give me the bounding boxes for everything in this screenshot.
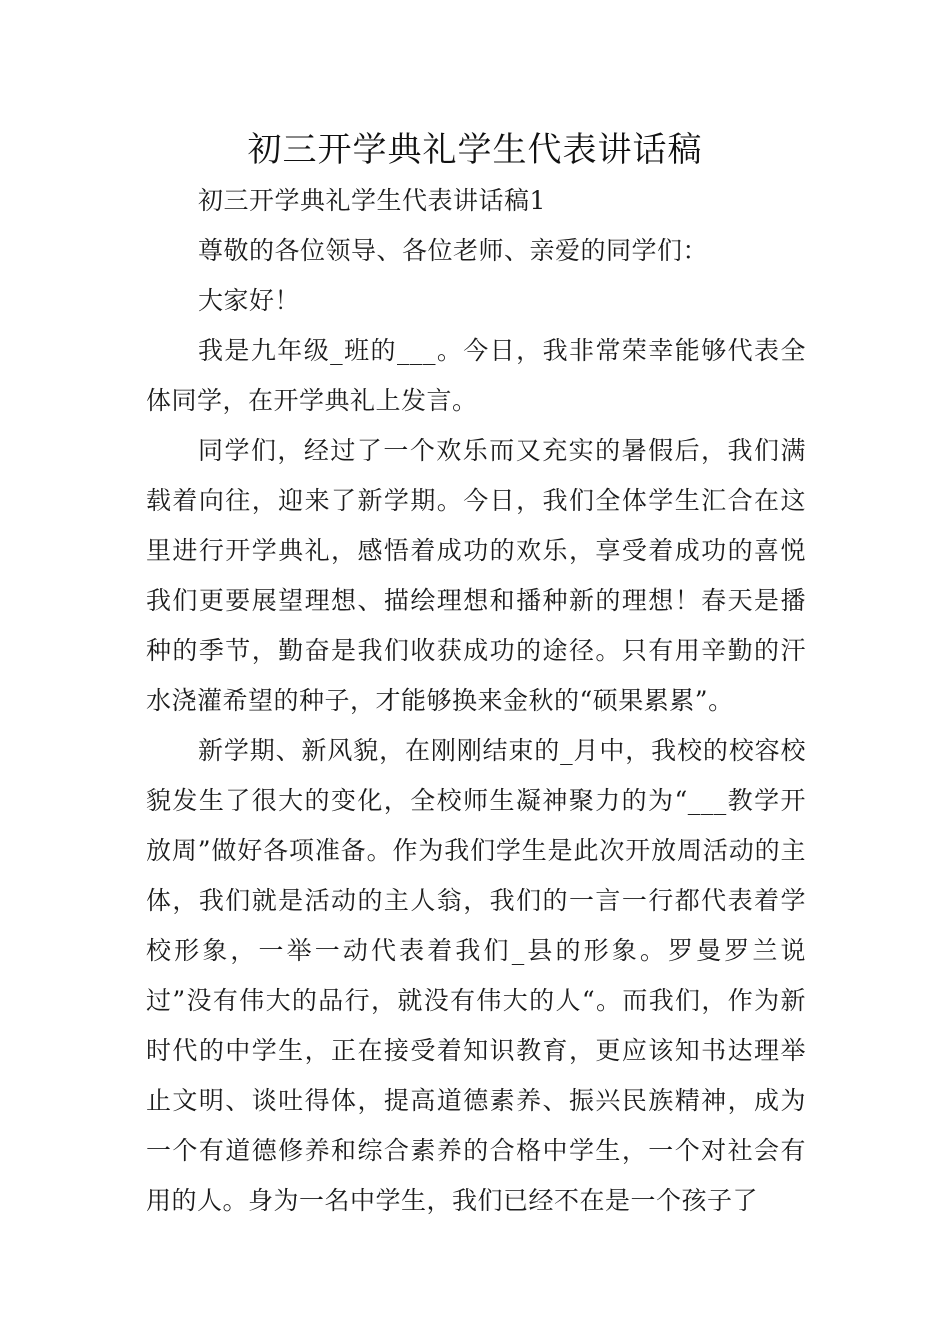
paragraph-greeting: 大家好！ <box>198 286 301 315</box>
document-title: 初三开学典礼学生代表讲话稿 <box>247 130 703 170</box>
paragraph-new-style: 新学期、新风貌，在刚刚结束的_月中，我校的校容校貌发生了很大的变化，全校师生凝神聚力的为“___教学开放周”做好各项准备。作为我们学生是此次开放周活动的主体，我们就是活动的主人翁，我们的一言一行都代表着学校形象，一举一动代表着我们_县的形象。罗曼罗兰说过”没有伟大的品行，就没有伟大的人“。而我们，作为新时代的中学生，正在接受着知识教育，更应该知书达理举止文明、谈吐得体，提高道德素养、振兴民族精神，成为一个有道德修养和综合素养的合格中学生，一个对社会有用的人。身为一名中学生，我们已经不在是一个孩子了 <box>146 736 806 1215</box>
paragraph-introduction: 我是九年级_班的___。今日，我非常荣幸能够代表全体同学，在开学典礼上发言。 <box>146 336 806 415</box>
paragraph-salutation: 尊敬的各位领导、各位老师、亲爱的同学们： <box>198 236 709 265</box>
paragraph-new-semester: 同学们，经过了一个欢乐而又充实的暑假后，我们满载着向往，迎来了新学期。今日，我们全体学生汇合在这里进行开学典礼，感悟着成功的欢乐，享受着成功的喜悦我们更要展望理想、描绘理想和播种新的理想！春天是播种的季节，勤奋是我们收获成功的途径。只有用辛勤的汗水浇灌希望的种子，才能够换来金秋的“硕果累累”。 <box>146 436 806 715</box>
paragraph-heading: 初三开学典礼学生代表讲话稿1 <box>198 186 546 215</box>
document-body <box>146 176 806 1226</box>
